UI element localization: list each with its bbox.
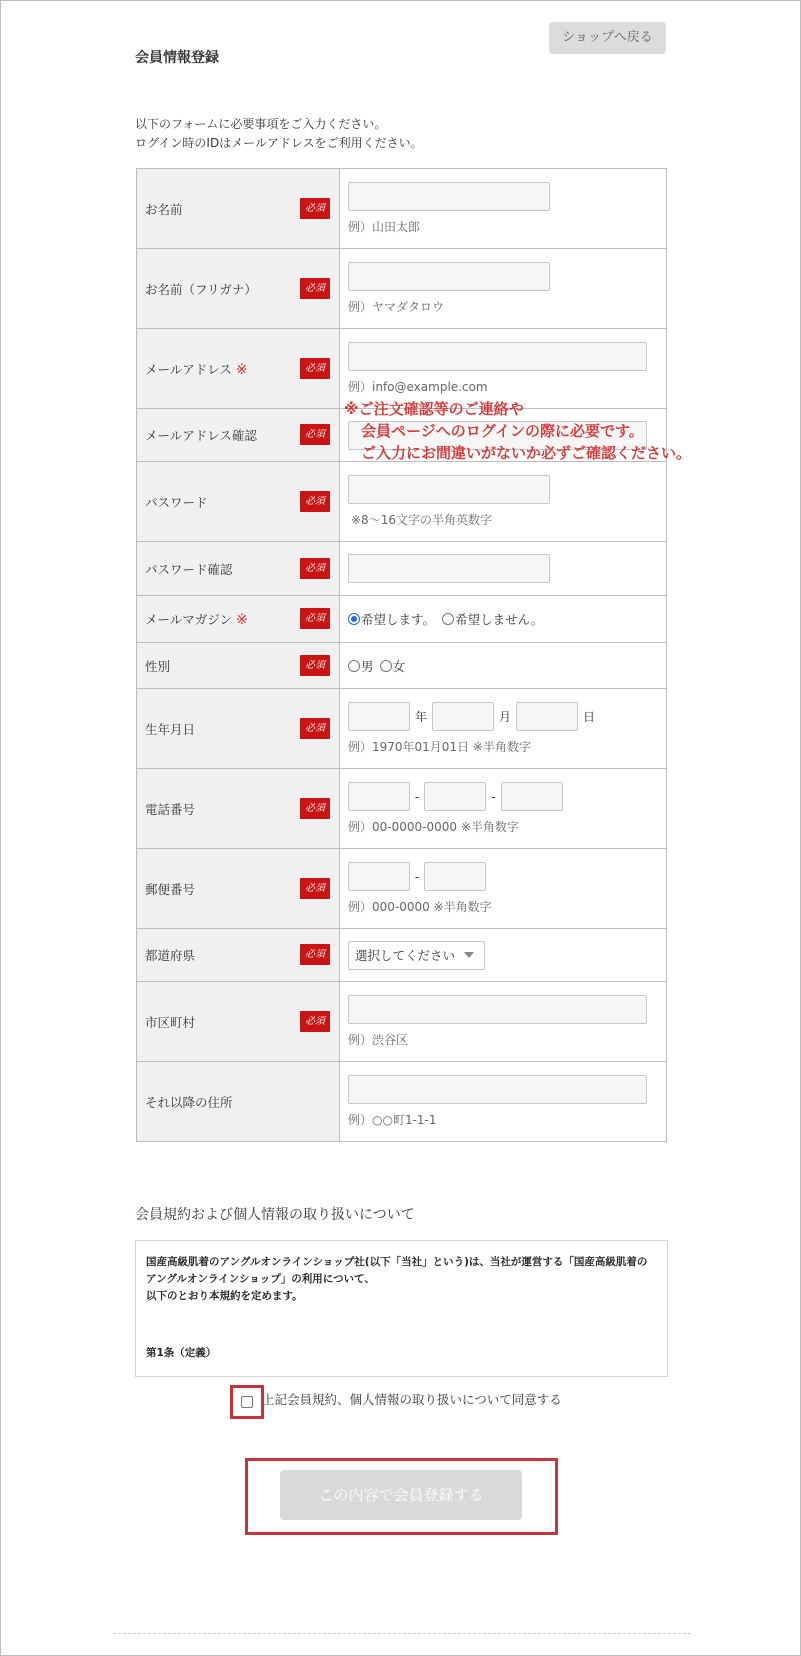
year-unit: 年 xyxy=(415,710,428,724)
chevron-down-icon xyxy=(464,952,474,958)
field-postal xyxy=(340,849,667,929)
field-password xyxy=(340,462,667,542)
label-phone xyxy=(137,769,340,849)
terms-body-line-1: 国産高級肌着のアングルオンラインショップ社(以下「当社」という)は、当社が運営する「国産高級肌着のアングルオンラインショップ」の利用について、 xyxy=(146,1256,648,1285)
row-phone xyxy=(137,769,667,849)
postal-separator: - xyxy=(415,869,420,884)
label-address-text: それ以降の住所 xyxy=(145,1094,233,1110)
row-name xyxy=(137,169,667,249)
prefecture-select[interactable] xyxy=(348,941,485,970)
field-email xyxy=(340,329,667,409)
gender-male-label: 男 xyxy=(361,658,374,674)
birthday-hint: 例）1970年01月01日 ※半角数字 xyxy=(348,740,531,754)
newsletter-no-label: 希望しません。 xyxy=(455,612,544,627)
required-badge: 必須 xyxy=(300,798,330,819)
day-unit: 日 xyxy=(583,710,596,724)
label-name-kana xyxy=(137,249,340,329)
required-badge: 必須 xyxy=(300,358,330,379)
registration-form xyxy=(136,168,667,1142)
label-city-text: 市区町村 xyxy=(145,1014,196,1030)
label-email xyxy=(137,329,340,409)
row-gender xyxy=(137,643,667,689)
postal-part1-input[interactable] xyxy=(348,862,410,891)
required-badge: 必須 xyxy=(300,424,330,445)
field-address xyxy=(340,1062,667,1142)
password-hint: ※8〜16文字の半角英数字 xyxy=(351,513,492,527)
required-badge: 必須 xyxy=(300,491,330,512)
field-name xyxy=(340,169,667,249)
phone-part1-input[interactable] xyxy=(348,782,410,811)
label-email-confirm xyxy=(137,409,340,462)
label-password-confirm-text: パスワード確認 xyxy=(145,561,233,577)
label-email-confirm-text: メールアドレス確認 xyxy=(145,428,257,443)
row-password xyxy=(137,462,667,542)
phone-part2-input[interactable] xyxy=(424,782,486,811)
email-input[interactable] xyxy=(348,342,647,371)
label-city xyxy=(137,982,340,1062)
annotation-line-3: ご入力にお間違いがないか必ずご確認ください。 xyxy=(361,444,692,462)
terms-body-line-2: 以下のとおり本規約を定めます。 xyxy=(146,1290,303,1302)
agree-label: 上記会員規約、個人情報の取り扱いについて同意する xyxy=(262,1392,562,1407)
name-input[interactable] xyxy=(348,182,550,211)
label-name xyxy=(137,169,340,249)
terms-title: 会員規約および個人情報の取り扱いについて xyxy=(135,1207,415,1223)
postal-hint: 例）000-0000 ※半角数字 xyxy=(348,900,492,914)
label-gender xyxy=(137,643,340,689)
intro-text xyxy=(135,115,423,153)
name-kana-hint: 例）ヤマダタロウ xyxy=(348,300,445,314)
label-birthday-text: 生年月日 xyxy=(145,721,196,737)
postal-part2-input[interactable] xyxy=(424,862,486,891)
label-prefecture-text: 都道府県 xyxy=(145,948,196,963)
birth-day-input[interactable] xyxy=(516,702,578,731)
field-gender xyxy=(340,643,667,689)
terms-scroll-box[interactable] xyxy=(135,1240,668,1377)
label-password xyxy=(137,462,340,542)
label-postal-text: 郵便番号 xyxy=(145,881,196,897)
required-badge: 必須 xyxy=(300,944,330,965)
newsletter-no-radio[interactable] xyxy=(442,613,454,625)
field-prefecture xyxy=(340,929,667,982)
birth-month-input[interactable] xyxy=(432,702,494,731)
row-birthday xyxy=(137,689,667,769)
required-badge: 必須 xyxy=(300,608,330,629)
address-hint: 例）○○町1-1-1 xyxy=(348,1113,437,1127)
password-input[interactable] xyxy=(348,475,550,504)
required-badge: 必須 xyxy=(300,1011,330,1032)
back-to-shop-button[interactable]: ショップへ戻る xyxy=(549,22,666,54)
label-password-confirm xyxy=(137,542,340,596)
label-newsletter-text: メールマガジン xyxy=(145,612,232,627)
required-badge: 必須 xyxy=(300,558,330,579)
email-hint: 例）info@example.com xyxy=(348,380,488,394)
label-prefecture xyxy=(137,929,340,982)
newsletter-yes-label: 希望します。 xyxy=(361,612,436,627)
label-postal xyxy=(137,849,340,929)
row-name-kana xyxy=(137,249,667,329)
required-badge: 必須 xyxy=(300,198,330,219)
label-email-text: メールアドレス xyxy=(145,361,232,377)
intro-line-1: 以下のフォームに必要事項をご入力ください。 xyxy=(135,117,387,131)
label-newsletter xyxy=(137,596,340,643)
label-password-text: パスワード xyxy=(145,494,208,510)
label-gender-text: 性別 xyxy=(145,658,171,674)
gender-male-radio[interactable] xyxy=(348,660,360,672)
terms-article-1: 第1条（定義） xyxy=(146,1347,217,1359)
phone-part3-input[interactable] xyxy=(501,782,563,811)
label-birthday xyxy=(137,689,340,769)
note-mark: ※ xyxy=(235,612,248,628)
annotation-line-1: ※ご注文確認等のご連絡や xyxy=(344,400,524,418)
field-city xyxy=(340,982,667,1062)
field-phone xyxy=(340,769,667,849)
required-badge: 必須 xyxy=(300,278,330,299)
row-newsletter xyxy=(137,596,667,643)
address-input[interactable] xyxy=(348,1075,647,1104)
footer-divider xyxy=(113,1633,691,1634)
row-password-confirm xyxy=(137,542,667,596)
page-title: 会員情報登録 xyxy=(135,50,219,66)
phone-separator: - xyxy=(491,789,496,804)
label-address xyxy=(137,1062,340,1142)
phone-hint: 例）00-0000-0000 ※半角数字 xyxy=(348,820,519,834)
required-badge: 必須 xyxy=(300,718,330,739)
name-kana-input[interactable] xyxy=(348,262,550,291)
city-input[interactable] xyxy=(348,995,647,1024)
gender-female-radio[interactable] xyxy=(380,660,392,672)
required-badge: 必須 xyxy=(300,878,330,899)
row-prefecture xyxy=(137,929,667,982)
city-hint: 例）渋谷区 xyxy=(348,1033,409,1047)
gender-female-label: 女 xyxy=(392,658,406,674)
note-mark: ※ xyxy=(235,361,248,378)
row-city xyxy=(137,982,667,1062)
phone-separator: - xyxy=(415,789,420,804)
label-name-kana-text: お名前（フリガナ） xyxy=(145,281,257,297)
row-postal xyxy=(137,849,667,929)
required-badge: 必須 xyxy=(300,655,330,676)
prefecture-selected: 選択してください xyxy=(355,948,456,963)
row-address xyxy=(137,1062,667,1142)
label-name-text: お名前 xyxy=(145,201,183,217)
agree-checkbox[interactable] xyxy=(241,1396,253,1408)
newsletter-yes-radio[interactable] xyxy=(348,613,360,625)
birth-year-input[interactable] xyxy=(348,702,410,731)
label-phone-text: 電話番号 xyxy=(145,801,196,817)
email-annotation xyxy=(344,398,691,464)
field-password-confirm xyxy=(340,542,667,596)
field-birthday xyxy=(340,689,667,769)
name-hint: 例）山田太郎 xyxy=(348,220,421,234)
annotation-line-2: 会員ページへのログインの際に必要です。 xyxy=(361,422,644,440)
intro-line-2: ログイン時のIDはメールアドレスをご利用ください。 xyxy=(135,136,423,150)
password-confirm-input[interactable] xyxy=(348,554,550,583)
submit-register-button[interactable]: この内容で会員登録する xyxy=(280,1470,522,1520)
row-email xyxy=(137,329,667,409)
field-newsletter xyxy=(340,596,667,643)
field-name-kana xyxy=(340,249,667,329)
month-unit: 月 xyxy=(499,710,512,724)
